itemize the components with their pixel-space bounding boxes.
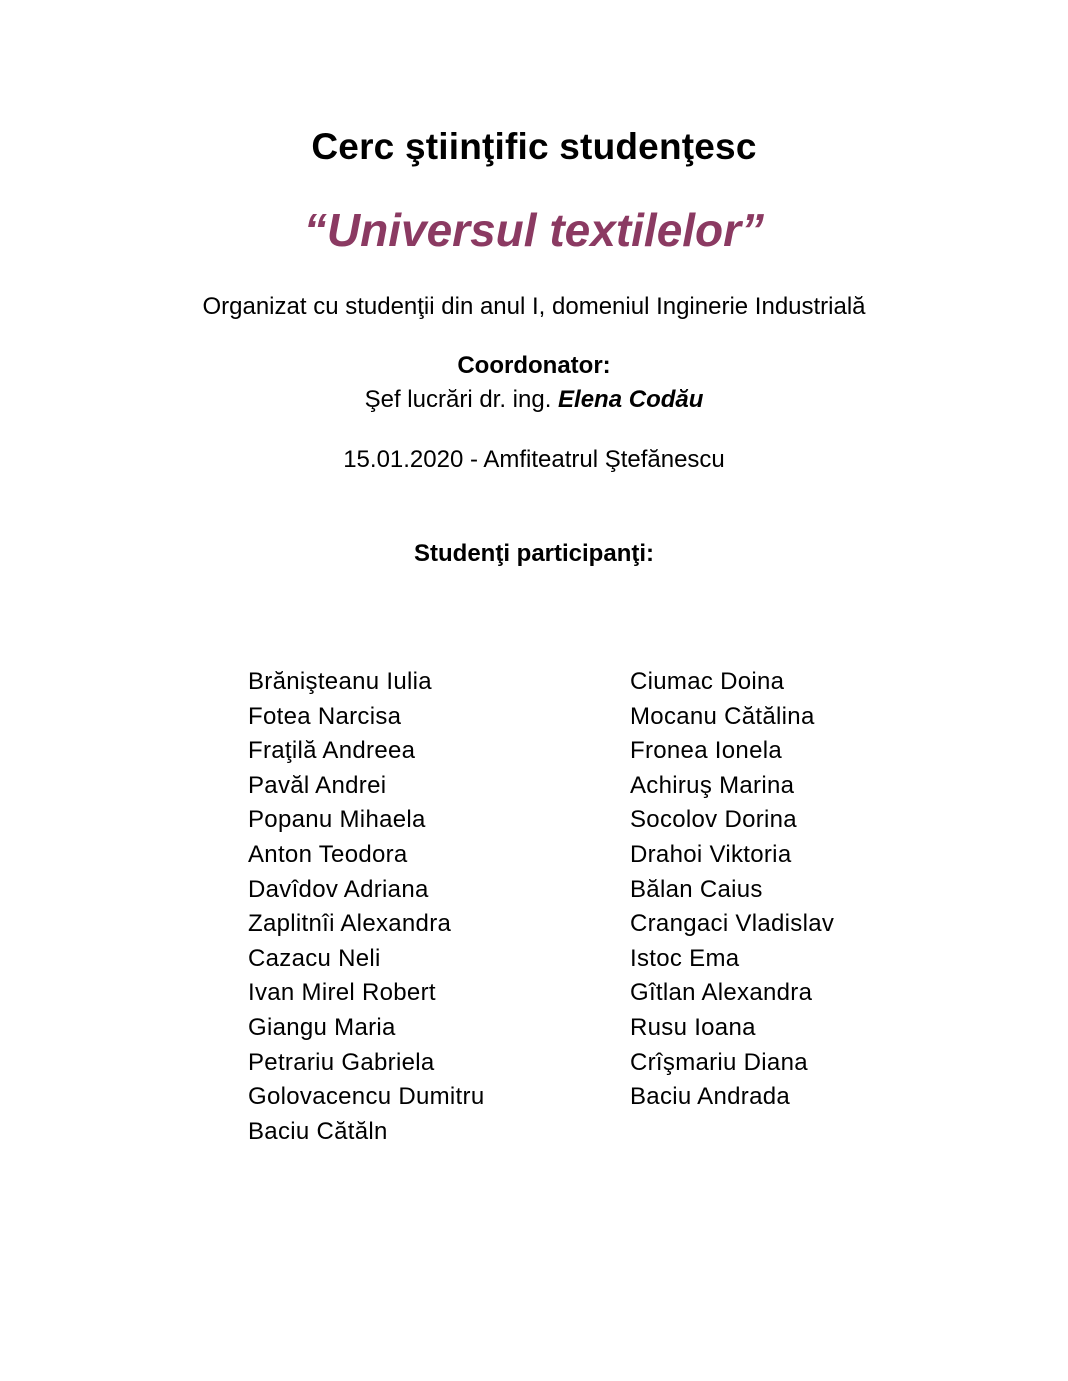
students-list-left	[248, 665, 484, 1149]
list-item: Pavăl Andrei	[248, 771, 387, 799]
list-item: Popanu Mihaela	[248, 806, 426, 834]
list-item: Anton Teodora	[248, 840, 408, 868]
list-item: Davîdov Adriana	[248, 875, 429, 903]
list-item: Crîşmariu Diana	[630, 1048, 808, 1076]
list-item: Fraţilă Andreea	[248, 737, 416, 765]
list-item: Bălan Caius	[630, 875, 763, 903]
list-item: Brănişteanu Iulia	[248, 668, 432, 695]
document-title: Cerc ştiinţific studenţesc	[311, 126, 757, 167]
list-item: Golovacencu Dumitru	[248, 1083, 485, 1111]
list-item: Drahoi Viktoria	[630, 840, 792, 868]
students-heading: Studenţi participanţi:	[414, 540, 654, 567]
list-item: Istoc Ema	[630, 944, 740, 972]
list-item: Rusu Ioana	[630, 1013, 756, 1041]
list-item: Giangu Maria	[248, 1013, 396, 1041]
coordinator-label: Coordonator:	[457, 352, 611, 379]
list-item: Petrariu Gabriela	[248, 1048, 435, 1076]
coordinator-name: Elena Codău	[558, 386, 704, 413]
list-item: Mocanu Cătălina	[630, 702, 815, 730]
coordinator-prefix: Şef lucrări dr. ing.	[364, 386, 559, 413]
organized-line: Organizat cu studenţii din anul I, domeniul Inginerie Industrială	[202, 293, 866, 320]
list-item: Crangaci Vladislav	[630, 910, 835, 938]
date-location: 15.01.2020 - Amfiteatrul Ştefănescu	[343, 446, 725, 473]
list-item: Baciu Andrada	[630, 1083, 791, 1111]
list-item: Achiruş Marina	[630, 771, 795, 799]
list-item: Zaplitnîi Alexandra	[248, 910, 452, 938]
list-item: Gîtlan Alexandra	[630, 979, 813, 1007]
list-item: Ciumac Doina	[630, 668, 785, 695]
list-item: Fronea Ionela	[630, 737, 783, 765]
list-item: Cazacu Neli	[248, 944, 381, 972]
students-list-right	[630, 665, 834, 1115]
document-subtitle: “Universul textilelor”	[303, 204, 765, 256]
list-item: Fotea Narcisa	[248, 702, 402, 730]
list-item: Socolov Dorina	[630, 806, 797, 834]
list-item: Baciu Cătăln	[248, 1117, 388, 1145]
coordinator-line	[0, 386, 1068, 414]
list-item: Ivan Mirel Robert	[248, 979, 436, 1007]
